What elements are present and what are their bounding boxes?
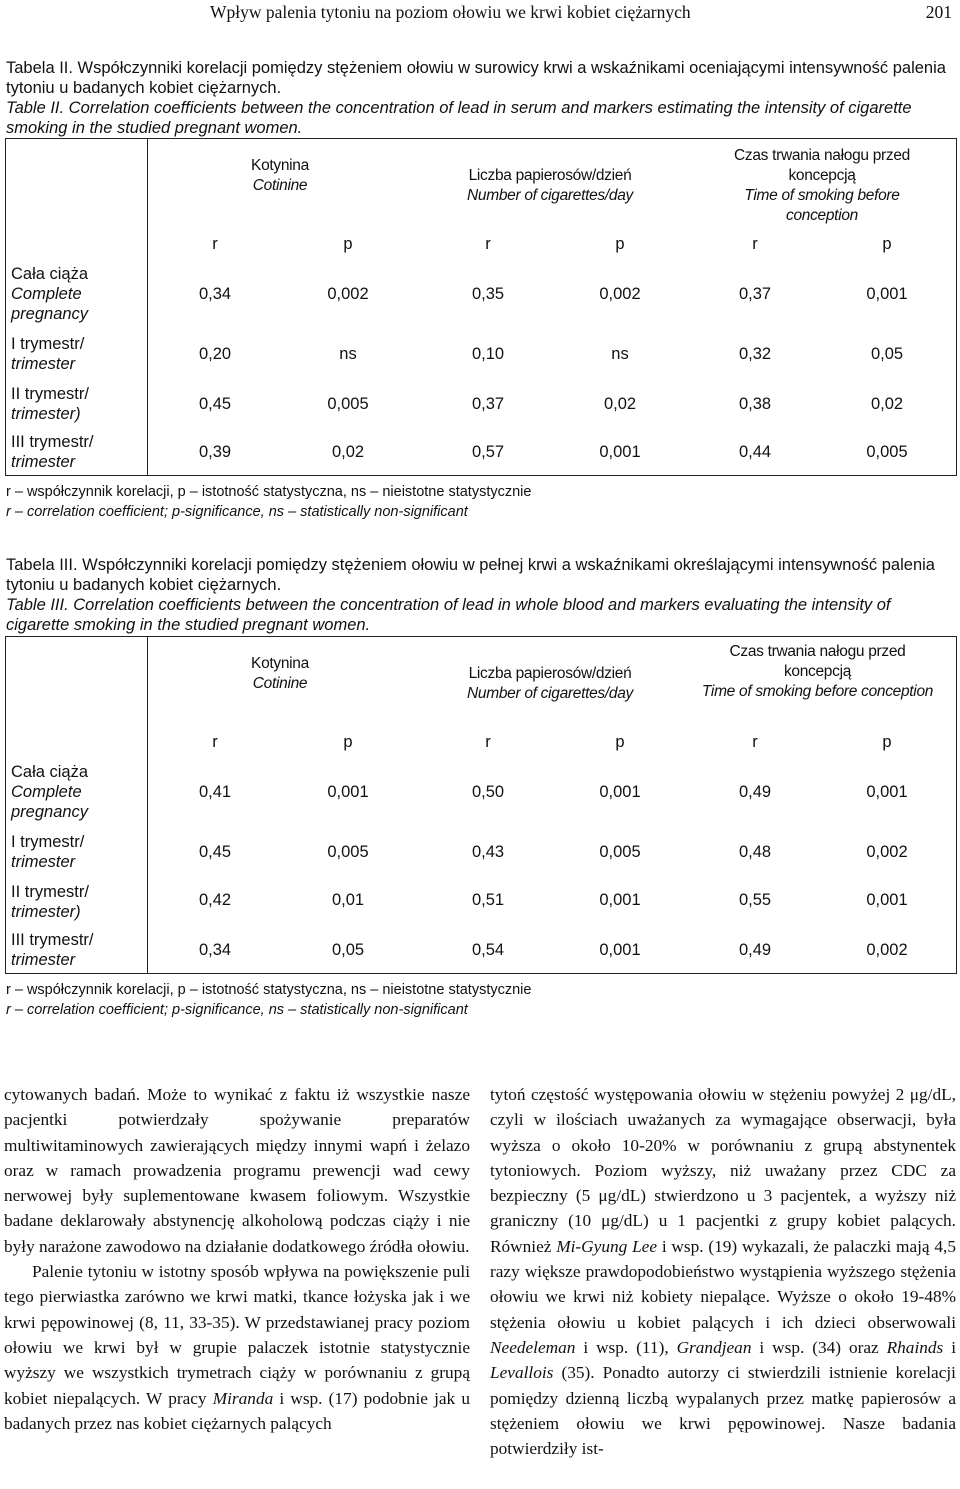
- cell-value: 0,02: [331, 443, 365, 461]
- table3-note-pl: r – współczynnik korelacji, p – istotność statystyczna, ns – nieistotne statystycznie: [6, 982, 532, 998]
- table2-row-label: II trymestr/ trimester): [11, 385, 89, 423]
- table3-caption: [6, 555, 954, 635]
- cell-value: 0,002: [866, 843, 908, 861]
- subheader-p: p: [615, 733, 625, 751]
- cell-value: 0,005: [327, 395, 369, 413]
- cell-value: ns: [339, 345, 357, 363]
- table2-row-label: I trymestr/ trimester: [11, 335, 85, 373]
- subheader-p: p: [882, 235, 892, 253]
- cell-value: 0,32: [738, 345, 772, 363]
- cell-value: 0,49: [738, 941, 772, 959]
- cell-value: 0,39: [198, 443, 232, 461]
- table2-divider: [147, 138, 148, 476]
- subheader-p: p: [615, 235, 625, 253]
- cell-value: 0,002: [599, 285, 641, 303]
- cell-value: 0,02: [603, 395, 637, 413]
- cell-value: 0,34: [198, 285, 232, 303]
- paragraph: Palenie tytoniu w istotny sposób wpływa na powiększenie puli tego pierwiastka zarówno we krwi matki, tkance łożyska jak i we krwi pępowinowej (8, 11, 33-35). W przedstawianej pracy poziom ołowiu we krwi był w grupie palaczek istotnie statystycznie wyższy we wszystkich trymetrach ciąży w porównaniu z grupą kobiet niepalących. W pracy Miranda i wsp. (17) podobnie jak u badanych przez nas kobiet ciężarnych palących: [4, 1262, 470, 1433]
- subheader-r: r: [752, 733, 758, 751]
- cell-value: 0,49: [738, 783, 772, 801]
- cell-value: 0,10: [471, 345, 505, 363]
- cell-value: 0,50: [471, 783, 505, 801]
- subheader-r: r: [212, 733, 218, 751]
- cell-value: ns: [611, 345, 629, 363]
- cell-value: 0,55: [738, 891, 772, 909]
- subheader-r: r: [485, 235, 491, 253]
- cell-value: 0,001: [866, 891, 908, 909]
- table3-divider: [147, 636, 148, 974]
- subheader-r: r: [212, 235, 218, 253]
- table2: [5, 138, 957, 476]
- cell-value: 0,51: [471, 891, 505, 909]
- body-right-column: [490, 1082, 956, 1461]
- cell-value: 0,01: [331, 891, 365, 909]
- table3-note-en: r – correlation coefficient; p-significance, ns – statistically non-significant: [6, 1002, 468, 1018]
- page-number: 201: [925, 2, 952, 22]
- table3-caption-en: Table III. Correlation coefficients between the concentration of lead in whole blood and markers evaluating the intensity of cigarette smoking in the studied pregnant women.: [6, 596, 891, 634]
- cell-value: 0,45: [198, 843, 232, 861]
- subheader-r: r: [752, 235, 758, 253]
- cell-value: 0,005: [599, 843, 641, 861]
- cell-value: 0,42: [198, 891, 232, 909]
- table2-caption-pl: Tabela II. Współczynniki korelacji pomiędzy stężeniem ołowiu w surowicy krwi a wskaźnikami oceniającymi intensywność palenia tytoniu u badanych kobiet ciężarnych.: [6, 59, 946, 97]
- running-head: [0, 2, 960, 26]
- table3-note: [6, 980, 531, 1020]
- cell-value: 0,001: [866, 783, 908, 801]
- cell-value: 0,54: [471, 941, 505, 959]
- cell-value: 0,37: [738, 285, 772, 303]
- body-left-column: [4, 1082, 470, 1436]
- table3: [5, 636, 957, 974]
- table2-note-en: r – correlation coefficient; p-significance, ns – statistically non-significant: [6, 504, 468, 520]
- cell-value: 0,57: [471, 443, 505, 461]
- cell-value: 0,43: [471, 843, 505, 861]
- cell-value: 0,002: [327, 285, 369, 303]
- table2-col-cigarettes: Liczba papierosów/dzień Number of cigarettes/day: [467, 167, 633, 204]
- table3-row-label: II trymestr/ trimester): [11, 883, 89, 921]
- table2-note: [6, 482, 531, 522]
- table3-row-label: I trymestr/ trimester: [11, 833, 85, 871]
- cell-value: 0,48: [738, 843, 772, 861]
- subheader-p: p: [882, 733, 892, 751]
- cell-value: 0,005: [327, 843, 369, 861]
- cell-value: 0,02: [870, 395, 904, 413]
- cell-value: 0,34: [198, 941, 232, 959]
- table3-col-cigarettes: Liczba papierosów/dzień Number of cigarettes/day: [467, 665, 633, 702]
- cell-value: 0,37: [471, 395, 505, 413]
- cell-value: 0,001: [599, 891, 641, 909]
- cell-value: 0,41: [198, 783, 232, 801]
- cell-value: 0,35: [471, 285, 505, 303]
- table3-col-smoking-time: Czas trwania nałogu przed koncepcją Time of smoking before conception: [701, 643, 934, 700]
- subheader-r: r: [485, 733, 491, 751]
- table2-row-label: III trymestr/ trimester: [11, 433, 94, 471]
- cell-value: 0,05: [331, 941, 365, 959]
- cell-value: 0,001: [866, 285, 908, 303]
- cell-value: 0,20: [198, 345, 232, 363]
- cell-value: 0,005: [866, 443, 908, 461]
- table3-col-cotinine: Kotynina Cotinine: [251, 655, 309, 692]
- table2-col-smoking-time: Czas trwania nałogu przed koncepcją Time of smoking before conception: [733, 147, 911, 224]
- cell-value: 0,002: [866, 941, 908, 959]
- table2-col-cotinine: Kotynina Cotinine: [251, 157, 309, 194]
- cell-value: 0,001: [599, 941, 641, 959]
- table3-row-label: Cała ciąża Complete pregnancy: [11, 763, 89, 821]
- subheader-p: p: [343, 235, 353, 253]
- table2-caption: [6, 58, 954, 138]
- paragraph: tytoń częstość występowania ołowiu w stężeniu powyżej 2 μg/dL, czyli w ilościach uważanych za wymagające obserwacji, była wyższa o około 10-20% w porównaniu z grupą abstynentek tytoniowych. Poziom wyższy, niż uważany przez CDC za bezpieczny (5 μg/dL) stwierdzono u 3 pacjentek, a wyższy niż graniczny (10 μg/dL) u 1 pacjentki z grupy kobiet palących. Również Mi-Gyung Lee i wsp. (19) wykazali, że palaczki mają 4,5 razy większe prawdopodobieństwo wystąpienia wyższego stężenia ołowiu we krwi niż kobiety niepalące. Wyższe o około 19-48% stężenia ołowiu u kobiet palących i ich dzieci obserwowali Needeleman i wsp. (11), Grandjean i wsp. (34) oraz Rhainds i Levallois (35). Ponadto autorzy ci stwierdzili istnienie korelacji pomiędzy dzienną liczbą wypalanych przez matkę papierosów a stężeniem ołowiu we krwi pępowinowej. Nasze badania potwierdziły ist-: [490, 1085, 956, 1459]
- cell-value: 0,45: [198, 395, 232, 413]
- table2-caption-en: Table II. Correlation coefficients between the concentration of lead in serum and markers estimating the intensity of cigarette smoking in the studied pregnant women.: [6, 99, 912, 137]
- cell-value: 0,001: [599, 783, 641, 801]
- cell-value: 0,05: [870, 345, 904, 363]
- cell-value: 0,001: [327, 783, 369, 801]
- cell-value: 0,001: [599, 443, 641, 461]
- table2-row-label: Cała ciąża Complete pregnancy: [11, 265, 89, 323]
- cell-value: 0,44: [738, 443, 772, 461]
- table2-note-pl: r – współczynnik korelacji, p – istotność statystyczna, ns – nieistotne statystycznie: [6, 484, 532, 500]
- table3-caption-pl: Tabela III. Współczynniki korelacji pomiędzy stężeniem ołowiu w pełnej krwi a wskaźnikami określającymi intensywność palenia tytoniu u badanych kobiet ciężarnych.: [6, 556, 935, 594]
- running-title: Wpływ palenia tytoniu na poziom ołowiu we krwi kobiet ciężarnych: [210, 2, 691, 22]
- subheader-p: p: [343, 733, 353, 751]
- paragraph: cytowanych badań. Może to wynikać z faktu iż wszystkie nasze pacjentki potwierdzały spożywanie preparatów multiwitaminowych zawierających między innymi wapń i żelazo oraz w ramach prowadzenia programu prewencji wad cewy nerwowej były suplementowane kwasem foliowym. Wszystkie badane deklarowały abstynencję alkoholową podczas ciąży i nie były narażone zawodowo na działanie dodatkowego źródła ołowiu.: [4, 1085, 470, 1256]
- table3-row-label: III trymestr/ trimester: [11, 931, 94, 969]
- cell-value: 0,38: [738, 395, 772, 413]
